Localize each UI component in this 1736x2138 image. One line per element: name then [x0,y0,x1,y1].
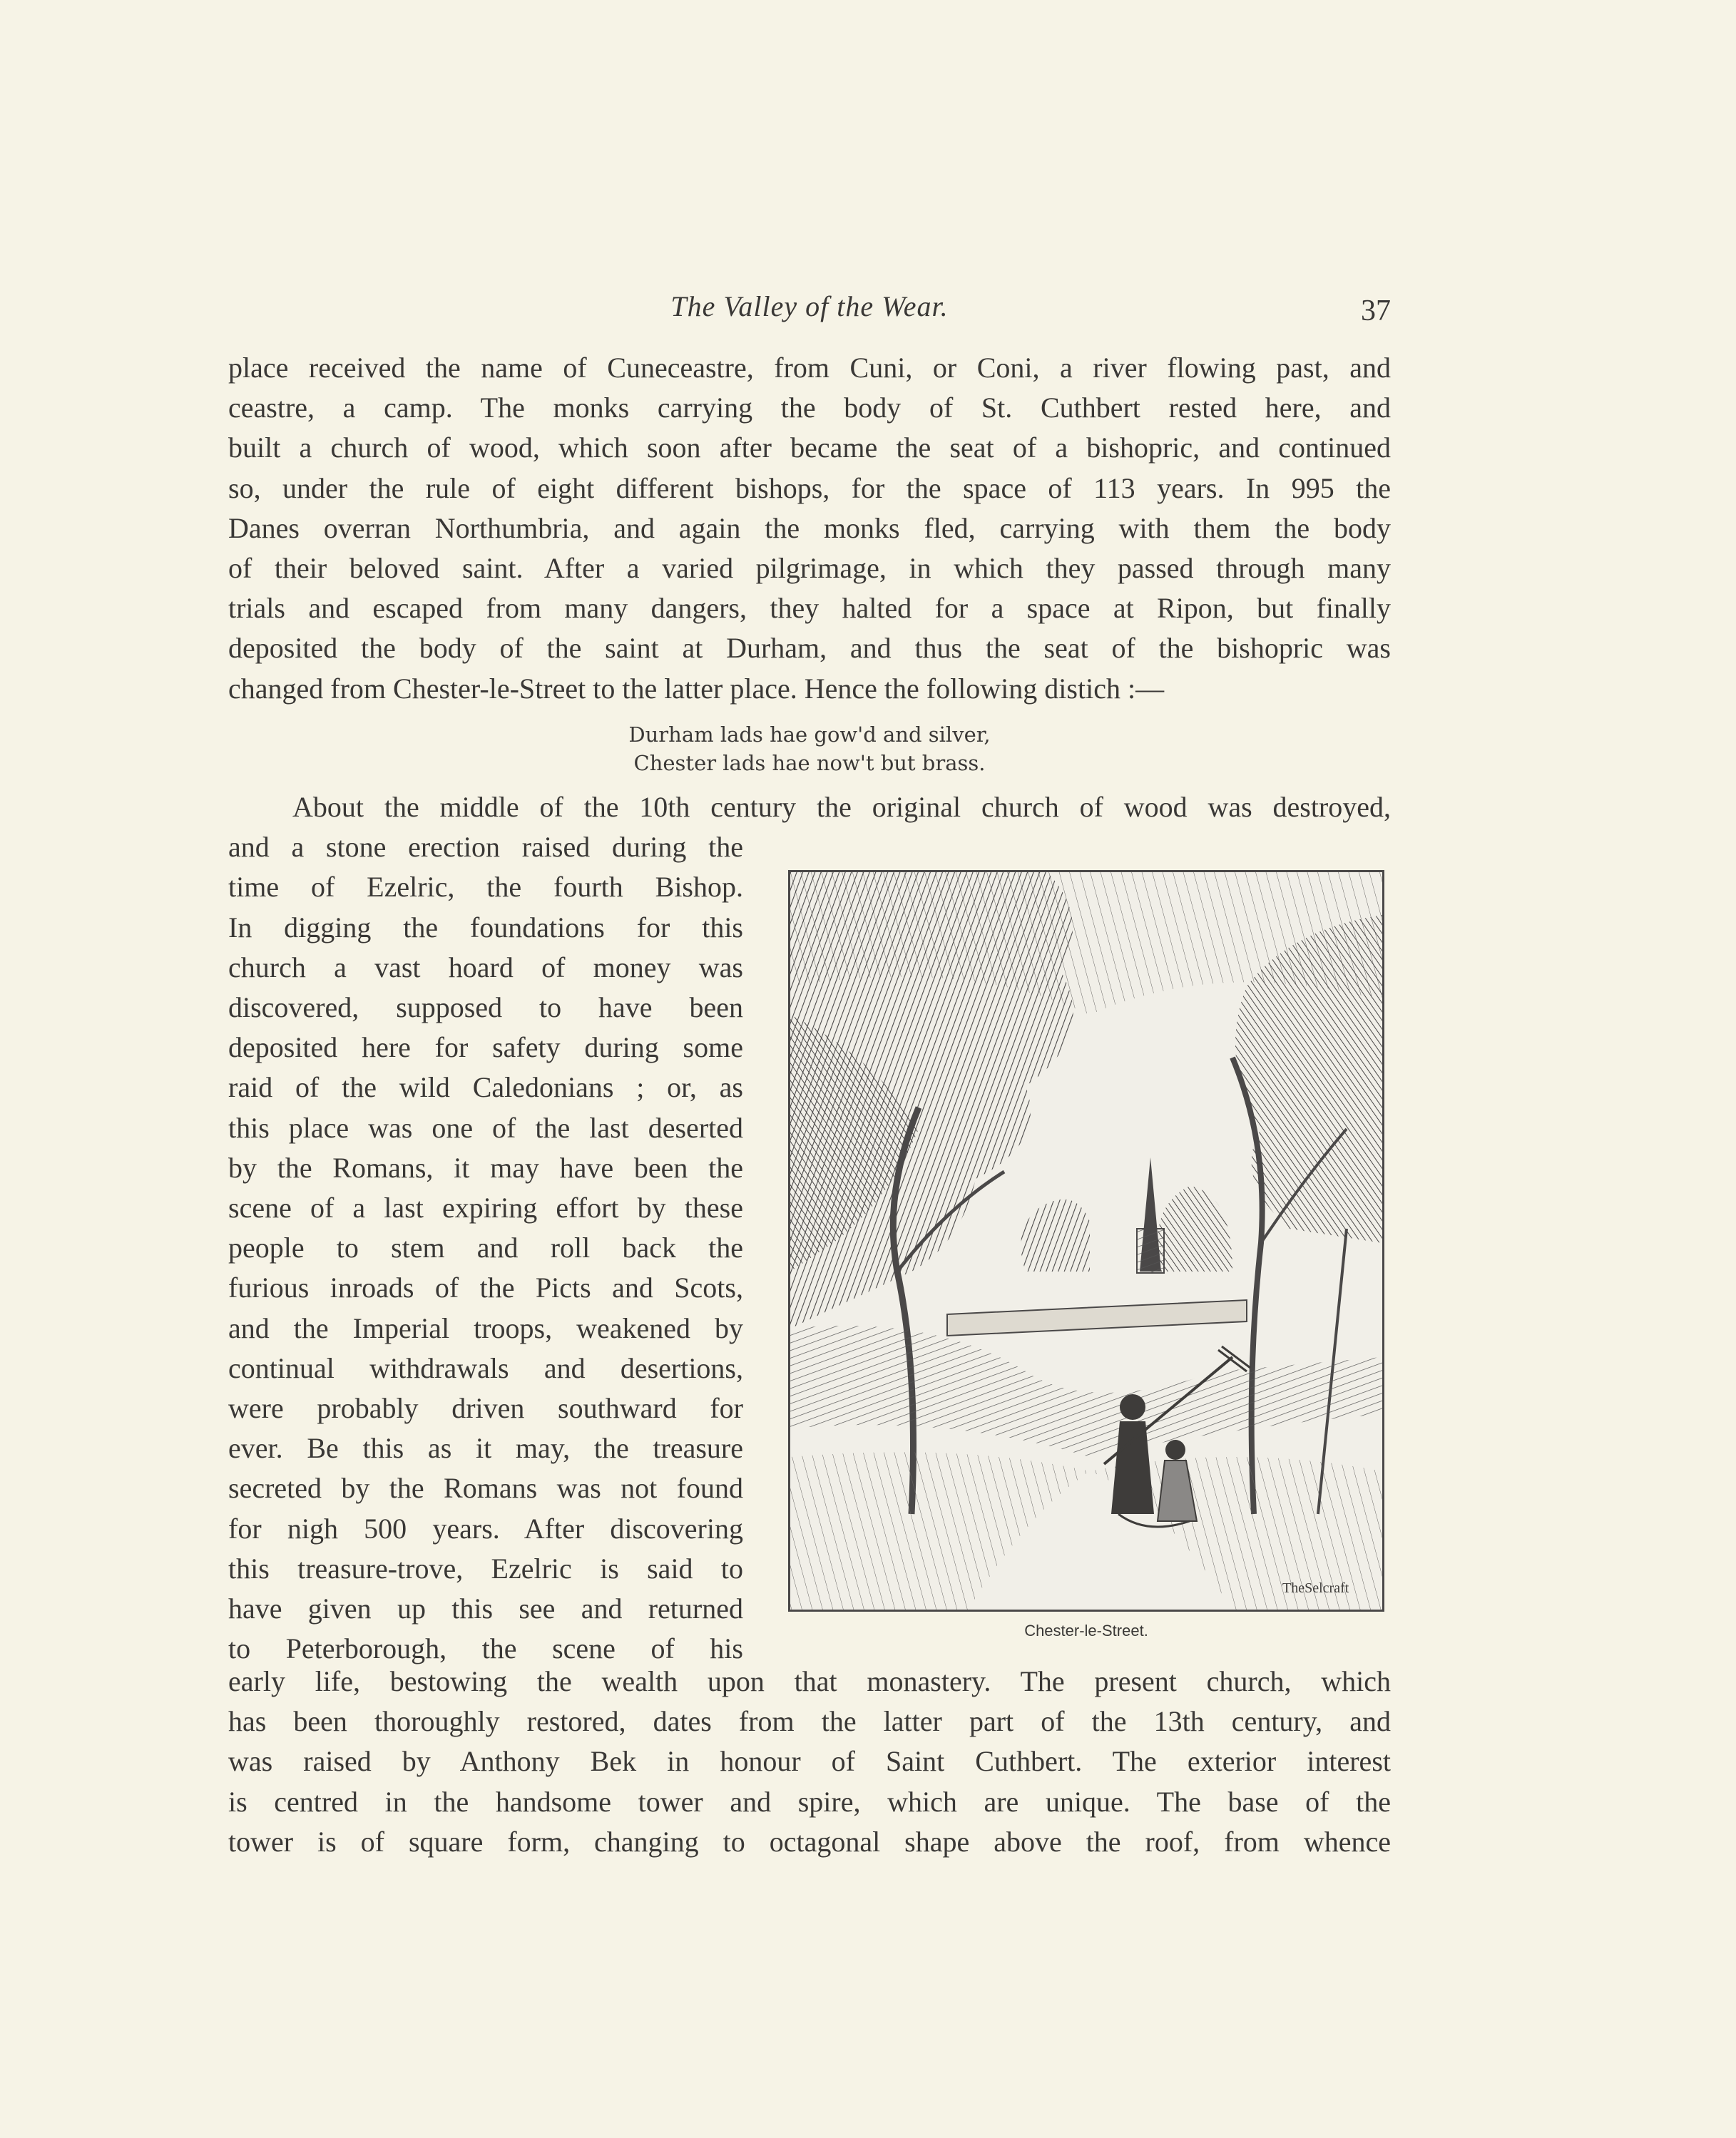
text-line: furious inroads of the Picts and Scots, [228,1272,743,1304]
text-line: trials and escaped from many dangers, they halted for a space at Ripon, but finally [228,592,1391,625]
text-line: place received the name of Cuneceastre, from Cuni, or Coni, a river flowing past, and [228,352,1391,384]
text-line: to Peterborough, the scene of his [228,1632,743,1665]
text-line: were probably driven southward for [228,1392,743,1425]
text-line: this place was one of the last deserted [228,1111,743,1144]
text-line: raid of the wild Caledonians ; or, as [228,1071,743,1104]
text-line: and the Imperial troops, weakened by [228,1311,743,1344]
chester-le-street-engraving [790,872,1382,1610]
text-line: is centred in the handsome tower and spire, which are unique. The base of the [228,1785,1391,1818]
text-line: and a stone erection raised during the [228,831,743,864]
verse-line-2: Chester lads hae now't but brass. [633,751,986,775]
text-line: secreted by the Romans was not found [228,1472,743,1505]
paragraph-3 [228,1662,1391,1862]
text-line: ceastre, a camp. The monks carrying the body of St. Cuthbert rested here, and [228,392,1391,424]
text-line: for nigh 500 years. After discovering [228,1512,743,1545]
text-line: by the Romans, it may have been the [228,1151,743,1184]
distich-verse [228,720,1391,777]
text-line: people to stem and roll back the [228,1232,743,1264]
text-line: In digging the foundations for this [228,911,743,943]
page-number: 37 [1361,295,1391,327]
running-header [228,284,1391,334]
text-line-indented: About the middle of the 10th century the original church of wood was destroyed, [292,791,1391,823]
paragraph-1 [228,348,1391,709]
text-line: tower is of square form, changing to octagonal shape above the roof, from whence [228,1825,1391,1858]
text-line: changed from Chester-le-Street to the latter place. Hence the following distich :— [228,672,1165,705]
text-line: of their beloved saint. After a varied pilgrimage, in which they passed through many [228,552,1391,585]
engraving-frame [788,870,1384,1612]
wrapped-text-column [228,827,743,1669]
text-line: church a vast hoard of money was [228,951,743,983]
text-line: ever. Be this as it may, the treasure [228,1432,743,1465]
church-tower [1137,1229,1164,1273]
text-line: built a church of wood, which soon after became the seat of a bishopric, and continued [228,431,1391,464]
text-line: this treasure-trove, Ezelric is said to [228,1552,743,1585]
text-line: time of Ezelric, the fourth Bishop. [228,871,743,904]
artist-signature: TheSelcraft [1282,1580,1349,1596]
text-line: have given up this see and returned [228,1592,743,1625]
figure-caption: Chester-le-Street. [1024,1622,1148,1640]
text-line: continual withdrawals and desertions, [228,1351,743,1384]
running-title: The Valley of the Wear. [670,290,949,322]
text-line: so, under the rule of eight different bishops, for the space of 113 years. In 995 the [228,471,1391,504]
text-line: has been thoroughly restored, dates from the latter part of the 13th century, and [228,1705,1391,1738]
text-line: scene of a last expiring effort by these [228,1192,743,1224]
verse-line-1: Durham lads hae gow'd and silver, [628,722,991,747]
text-line: Danes overran Northumbria, and again the monks fled, carrying with them the body [228,511,1391,544]
text-line: deposited here for safety during some [228,1031,743,1064]
engraving-figure [788,870,1387,1612]
text-line: was raised by Anthony Bek in honour of Saint Cuthbert. The exterior interest [228,1745,1391,1778]
text-line: discovered, supposed to have been [228,991,743,1024]
text-line: early life, bestowing the wealth upon that monastery. The present church, which [228,1665,1391,1697]
text-line: deposited the body of the saint at Durham, and thus the seat of the bishopric was [228,632,1391,665]
